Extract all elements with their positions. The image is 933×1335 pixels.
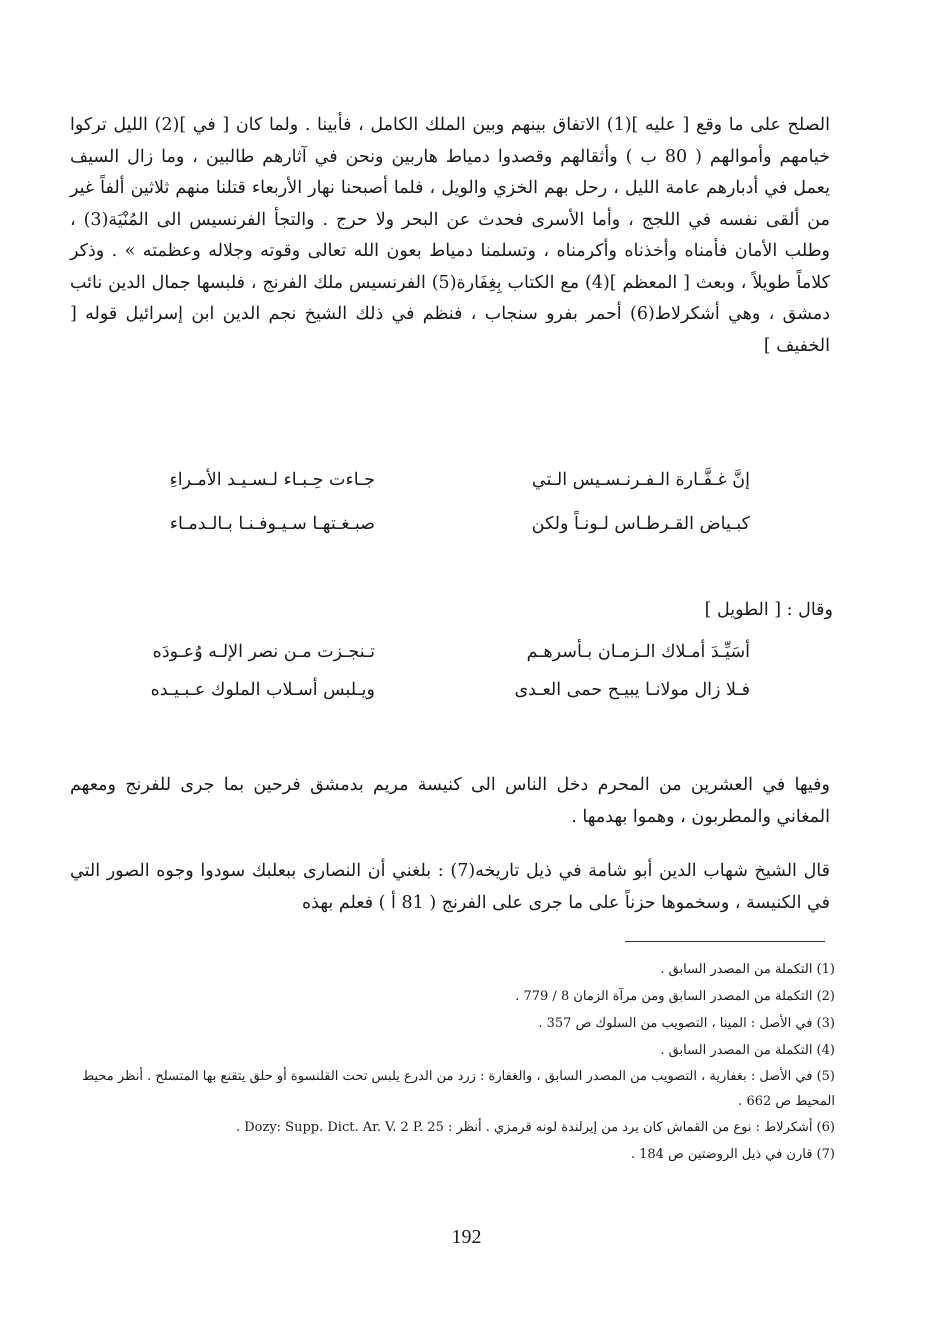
poem-1-verse-1 [70,470,830,504]
paragraph-text: قال الشيخ شهاب الدين أبو شامة في ذيل تاريخه(7) : بلغني أن النصارى ببعلبك سودوا وجوه الصور التي في الكنيسة ، وسخموها حزناً على ما جرى على الفرنج ( 81 أ ) فعلم بهذه [70,861,830,913]
footnote-1: (1) التكملة من المصدر السابق . [660,962,835,977]
footnote-4: (4) التكملة من المصدر السابق . [660,1043,835,1058]
page-number: 192 [451,1226,482,1248]
verse-second-hemistich: جـاءت حِـبـاء لـسـيـد الأمـراءِ [169,470,375,490]
body-paragraph-2 [70,770,830,833]
poem-2-intro: وقال : [ الطويل ] [704,600,833,620]
footnote-3: (3) في الأصل : المينا ، التصويب من السلوك ص 357 . [538,1016,835,1031]
footnote-7: (7) قارن في ذيل الروضتين ص 184 . [630,1147,835,1162]
verse-first-hemistich: إنَّ غـفَّـارة الـفـرنـسـيس الـتي [531,470,750,490]
paragraph-text: الصلح على ما وقع [ عليه ](1) الاتفاق بينهم وبين الملك الكامل ، فأبينا . ولما كان [ في ](2) الليل تركوا خيامهم وأموالهم ( 80 ب ) وأثقالهم وقصدوا دمياط هاربين ونحن في آثارهم طالبين ، وما زال السيف يعمل في أدبارهم عامة الليل ، رحل بهم الخزي والويل ، فلما أصبحنا نهار الأربعاء قتلنا منهم ثلاثين ألفاً غير من ألقى نفسه في اللجج ، وأما الأسرى فحدث عن البحر ولا حرج . والتجأ الفرنسيس الى المُنْيَة(3) ، وطلب الأمان فأمناه وأخذناه وأكرمناه ، وتسلمنا دمياط بعون الله تعالى وقوته وجلاله وعظمته » . وذكر كلاماً طويلاً ، وبعث [ المعظم ](4) مع الكتاب بِغِفَارة(5) الفرنسيس ملك الفرنج ، فلبسها جمال الدين نائب دمشق ، وهي أشكرلاط(6) أحمر بفرو سنجاب ، فنظم في ذلك الشيخ نجم الدين ابن إسرائيل قوله [ الخفيف ] [70,115,831,356]
poem-2-verse-1 [70,642,830,676]
body-paragraph-3 [70,856,830,919]
body-paragraph-1 [70,110,830,362]
verse-second-hemistich: تـنجـزت مـن نصر الإلـه وُعـودَه [152,642,375,662]
verse-first-hemistich: كبـياض القـرطـاس لـونـاً ولكن [531,514,750,534]
footnotes [70,956,835,1168]
poem-1-verse-2 [70,514,830,548]
poem-2-verse-2 [70,680,830,714]
verse-first-hemistich: فـلا زال مولانـا يبيـح حمى العـدى [514,680,750,700]
footnote-5: (5) في الأصل : بغفارية ، التصويب من المصدر السابق ، والغفارة : زرد من الدرع يلبس تحت القلنسوة أو حلق يتقنع بها المتسلح . أنظر محيط المحيط ص 662 . [82,1069,835,1109]
paragraph-text: وفيها في العشرين من المحرم دخل الناس الى كنيسة مريم بدمشق فرحين بما جرى للفرنج ومعهم المغاني والمطربون ، وهموا بهدمها . [70,775,830,827]
verse-second-hemistich: صبـغـتهـا سـيـوفـنـا بـالـدمـاء [169,514,375,534]
footnote-6: (6) أشكرلاط : نوع من القماش كان يرد من إيرلندة لونه قرمزي . أنظر : Dozy: Supp. Dict. Ar. V. 2 P. 25 . [235,1120,835,1135]
footnote-separator [625,941,825,942]
verse-second-hemistich: ويـلبس أسـلاب الملوك عـبـيـده [150,680,375,700]
footnote-2: (2) التكملة من المصدر السابق ومن مرآة الزمان 8 / 779 . [515,989,835,1004]
verse-first-hemistich: أسَيِّـدَ أمـلاك الـزمـان بـأسرهـم [526,642,750,662]
